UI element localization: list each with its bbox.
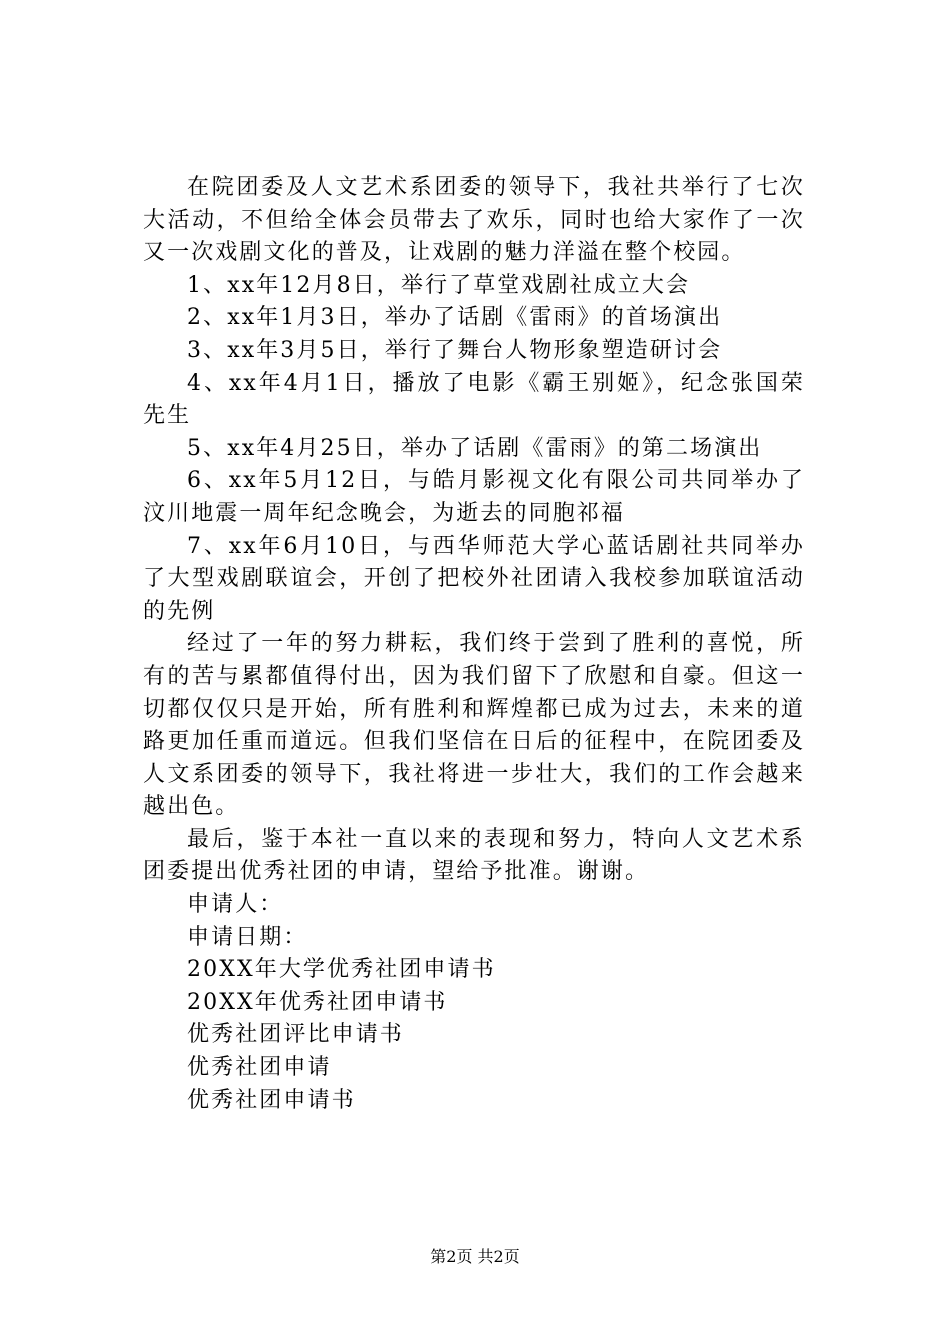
applicant-label: 申请人：: [187, 892, 284, 918]
activity-item: 3、xx年3月5日，举行了舞台人物形象塑造研讨会: [187, 337, 723, 363]
closing-paragraph: 最后，鉴于本社一直以来的表现和努力，特向人文艺术系团委提出优秀社团的申请，望给予批准。谢谢。: [143, 826, 805, 885]
intro-paragraph: 在院团委及人文艺术系团委的领导下，我社共举行了七次大活动，不但给全体会员带去了欢乐，同时也给大家作了一次又一次戏剧文化的普及，让戏剧的魅力洋溢在整个校园。: [143, 175, 805, 266]
related-link[interactable]: 优秀社团评比申请书: [187, 1022, 404, 1048]
activity-item: 5、xx年4月25日，举办了话剧《雷雨》的第二场演出: [187, 435, 763, 461]
activity-item: 7、xx年6月10日，与西华师范大学心蓝话剧社共同举办了大型戏剧联谊会，开创了把校外社团请入我校参加联谊活动的先例: [143, 533, 805, 624]
related-link[interactable]: 优秀社团申请: [187, 1055, 332, 1081]
document-body: [143, 172, 805, 1117]
summary-paragraph: 经过了一年的努力耕耘，我们终于尝到了胜利的喜悦，所有的苦与累都值得付出，因为我们留下了欣慰和自豪。但这一切都仅仅只是开始，所有胜利和辉煌都已成为过去，未来的道路更加任重而道远。但我们坚信在日后的征程中，在院团委及人文系团委的领导下，我社将进一步壮大，我们的工作会越来越出色。: [143, 631, 805, 820]
activity-item: 2、xx年1月3日，举办了话剧《雷雨》的首场演出: [187, 305, 723, 331]
related-link[interactable]: 20XX年优秀社团申请书: [187, 989, 448, 1015]
activity-item: 1、xx年12月8日，举行了草堂戏剧社成立大会: [187, 272, 691, 298]
page-number-footer: 第2页 共2页: [430, 1247, 520, 1266]
related-link[interactable]: 优秀社团申请书: [187, 1087, 356, 1113]
activity-item: 4、xx年4月1日，播放了电影《霸王别姬》，纪念张国荣先生: [143, 370, 805, 429]
related-link[interactable]: 20XX年大学优秀社团申请书: [187, 957, 496, 983]
date-label: 申请日期：: [187, 924, 308, 950]
activity-item: 6、xx年5月12日，与皓月影视文化有限公司共同举办了汶川地震一周年纪念晚会，为逝去的同胞祁福: [143, 468, 805, 526]
